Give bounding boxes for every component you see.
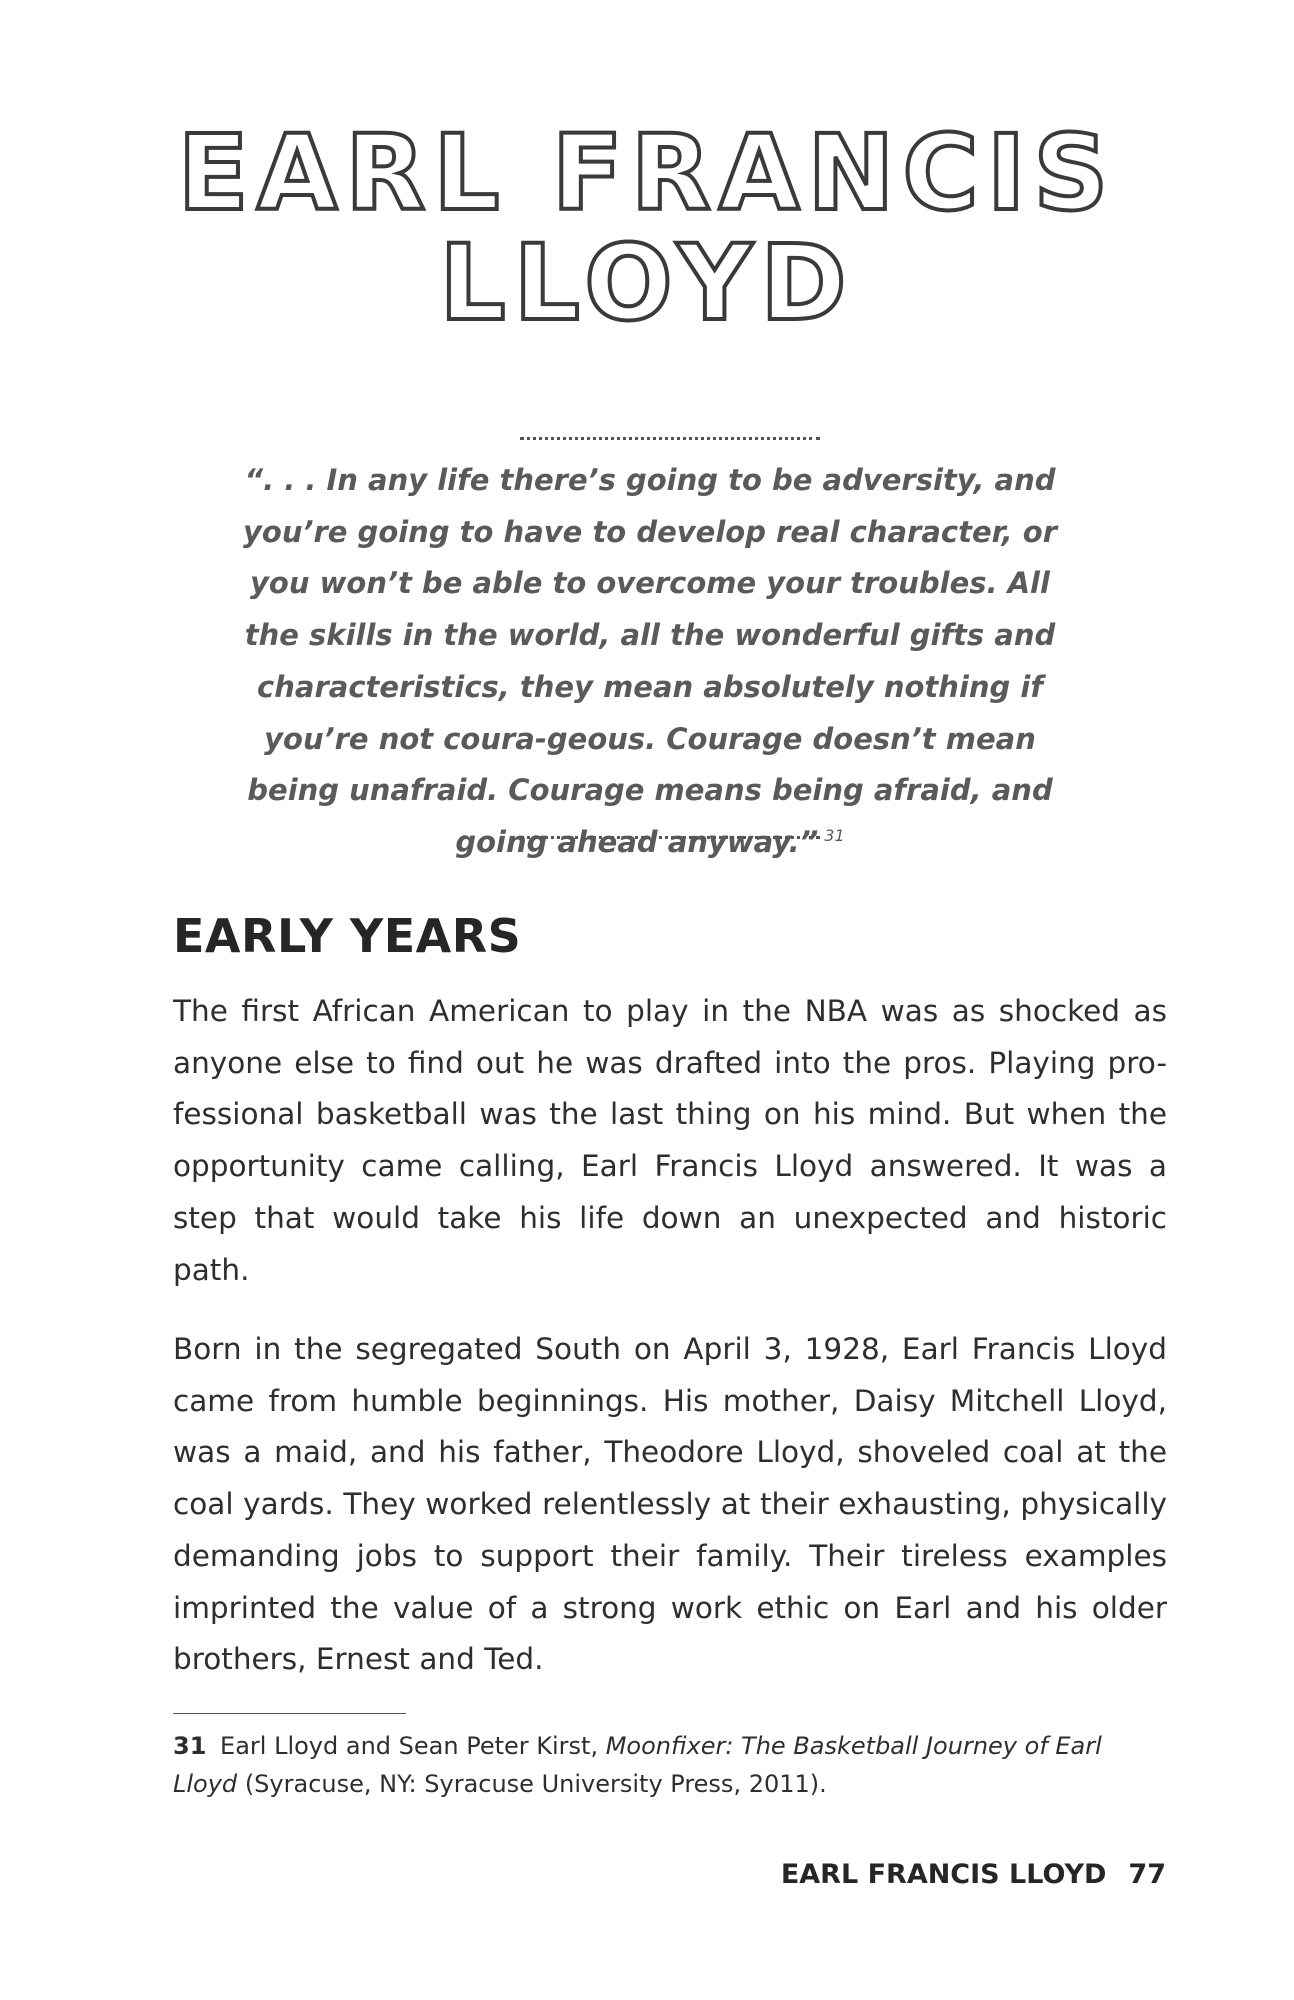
footnote: [173, 1727, 1133, 1803]
chapter-title: [0, 112, 1294, 344]
footnote-authors: Earl Lloyd and Sean Peter Kirst,: [220, 1732, 599, 1760]
epigraph-bottom-divider: [520, 836, 820, 839]
body-paragraph-2: Born in the segregated South on April 3, 1928, Earl Francis Lloyd came from humble beginnings. His mother, Daisy Mitchell Lloyd, was a maid, and his father, Theodore Lloyd, shoveled coal at the coal yards. They worked relentlessly at their exhausting, physically demanding jobs to support their family. Their tireless examples imprinted the value of a strong work ethic on Earl and his older brothers, Ernest and Ted.: [173, 1332, 1167, 1677]
section-heading: EARLY YEARS: [173, 909, 522, 963]
page-number: 77: [1128, 1859, 1166, 1890]
body-paragraph-1: The first African American to play in the NBA was as shocked as anyone else to find out he was drafted into the pros. Playing pro-fessional basketball was the last thing on his mind. But when the opportunity came calling, Earl Francis Lloyd answered. It was a step that would take his life down an unexpected and historic path.: [173, 994, 1167, 1287]
footnote-number: 31: [173, 1732, 207, 1760]
running-title: EARL FRANCIS LLOYD: [780, 1859, 1107, 1890]
epigraph-quote: [220, 455, 1080, 869]
chapter-title-line-2: LLOYD: [439, 222, 855, 344]
epigraph-top-divider: [520, 437, 820, 440]
running-footer: [781, 1858, 1166, 1892]
epigraph-footnote-ref: 31: [824, 826, 845, 846]
chapter-title-line-1: EARL FRANCIS: [177, 112, 1117, 234]
epigraph-text: “. . . In any life there’s going to be adversity, and you’re going to have to develop real character, or you won’t be able to overcome your troubles. All the skills in the world, all the wonderful gifts and characteristics, they mean absolutely nothing if you’re not coura-geous. Courage doesn’t mean being unafraid. Courage means being afraid, and going ahead anyway.”: [243, 463, 1057, 859]
footnote-publication: (Syracuse, NY: Syracuse University Press, 2011).: [244, 1770, 827, 1798]
footnote-rule: [173, 1713, 406, 1714]
footnote-book-title: Moonfixer: The Basketball Journey of Earl Lloyd: [173, 1732, 1102, 1798]
